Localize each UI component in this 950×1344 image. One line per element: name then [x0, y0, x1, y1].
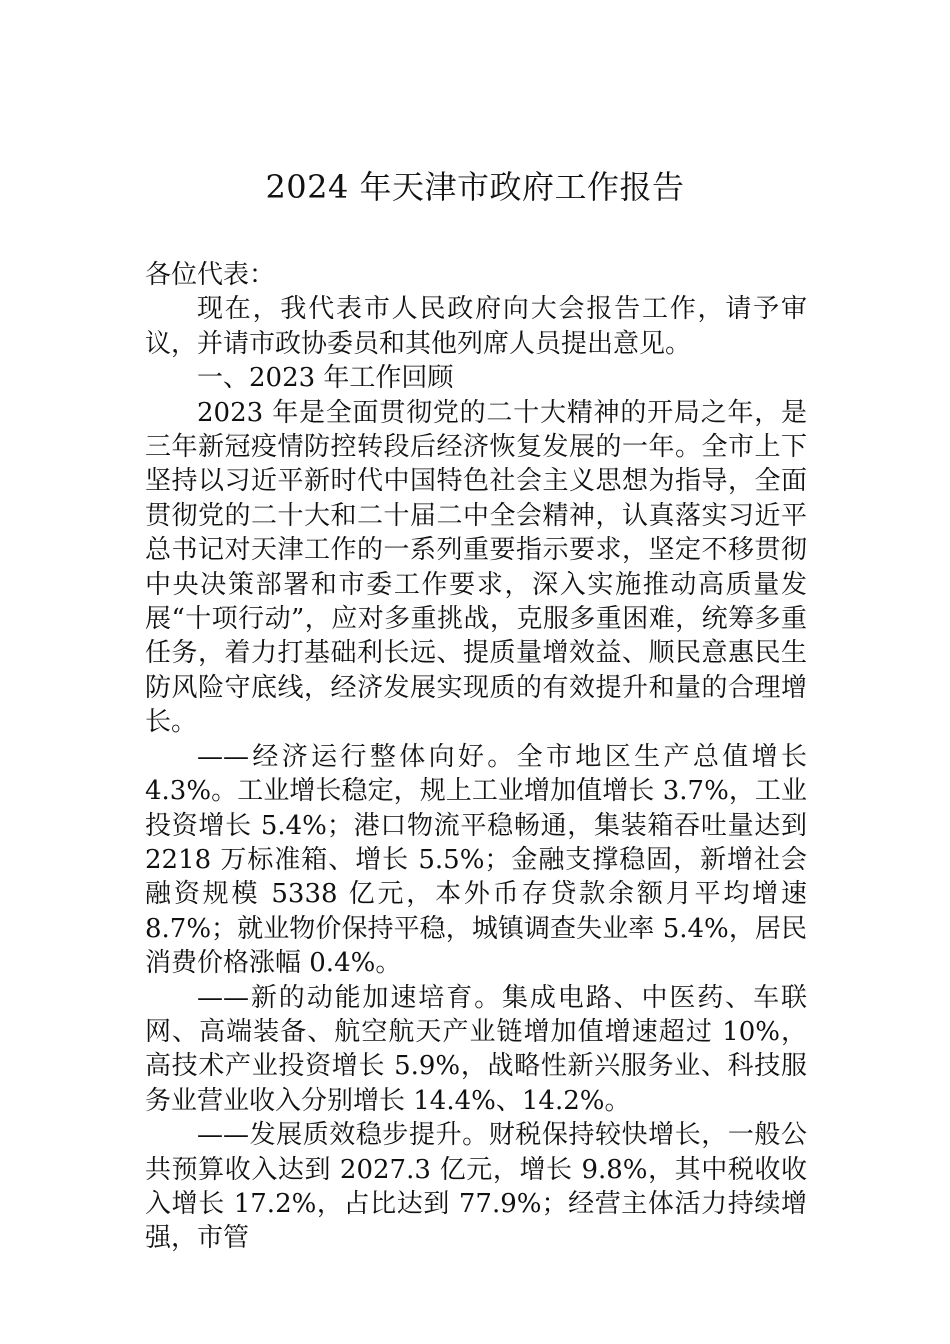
paragraph-economy: ——经济运行整体向好。全市地区生产总值增长 4.3%。工业增长稳定，规上工业增加值增长 3.7%，工业投资增长 5.4%；港口物流平稳畅通，集装箱吞吐量达到 2218 万标准箱、增长 5.5%；金融支撑稳固，新增社会融资规模 5338 亿元，本外币存贷款余额月平均增速 8.7%；就业物价保持平稳，城镇调查失业率 5.4%，居民消费价格涨幅 0.4%。	[145, 741, 807, 979]
paragraph-new-momentum: ——新的动能加速培育。集成电路、中医药、车联网、高端装备、航空航天产业链增加值增速超过 10%，高技术产业投资增长 5.9%，战略性新兴服务业、科技服务业营业收入分别增长 14.4%、14.2%。	[145, 982, 807, 1116]
paragraph-intro: 现在，我代表市人民政府向大会报告工作，请予审议，并请市政协委员和其他列席人员提出意见。	[145, 294, 807, 359]
paragraph-2023-overview: 2023 年是全面贯彻党的二十大精神的开局之年，是三年新冠疫情防控转段后经济恢复发展的一年。全市上下坚持以习近平新时代中国特色社会主义思想为指导，全面贯彻党的二十大和二十届二中全会精神，认真落实习近平总书记对天津工作的一系列重要指示要求，坚定不移贯彻中央决策部署和市委工作要求，深入实施推动高质量发展“十项行动”，应对多重挑战，克服多重困难，统筹多重任务，着力打基础利长远、提质量增效益、顺民意惠民生防风险守底线，经济发展实现质的有效提升和量的合理增长。	[145, 397, 807, 738]
document-title: 2024 年天津市政府工作报告	[265, 168, 685, 206]
paragraph-quality-efficiency: ——发展质效稳步提升。财税保持较快增长，一般公共预算收入达到 2027.3 亿元，增长 9.8%，其中税收收入增长 17.2%，占比达到 77.9%；经营主体活力持续增强，市管	[145, 1120, 807, 1254]
salutation: 各位代表：	[145, 260, 276, 290]
section-heading-2023-review: 一、2023 年工作回顾	[197, 363, 454, 394]
document-body	[145, 258, 807, 1256]
